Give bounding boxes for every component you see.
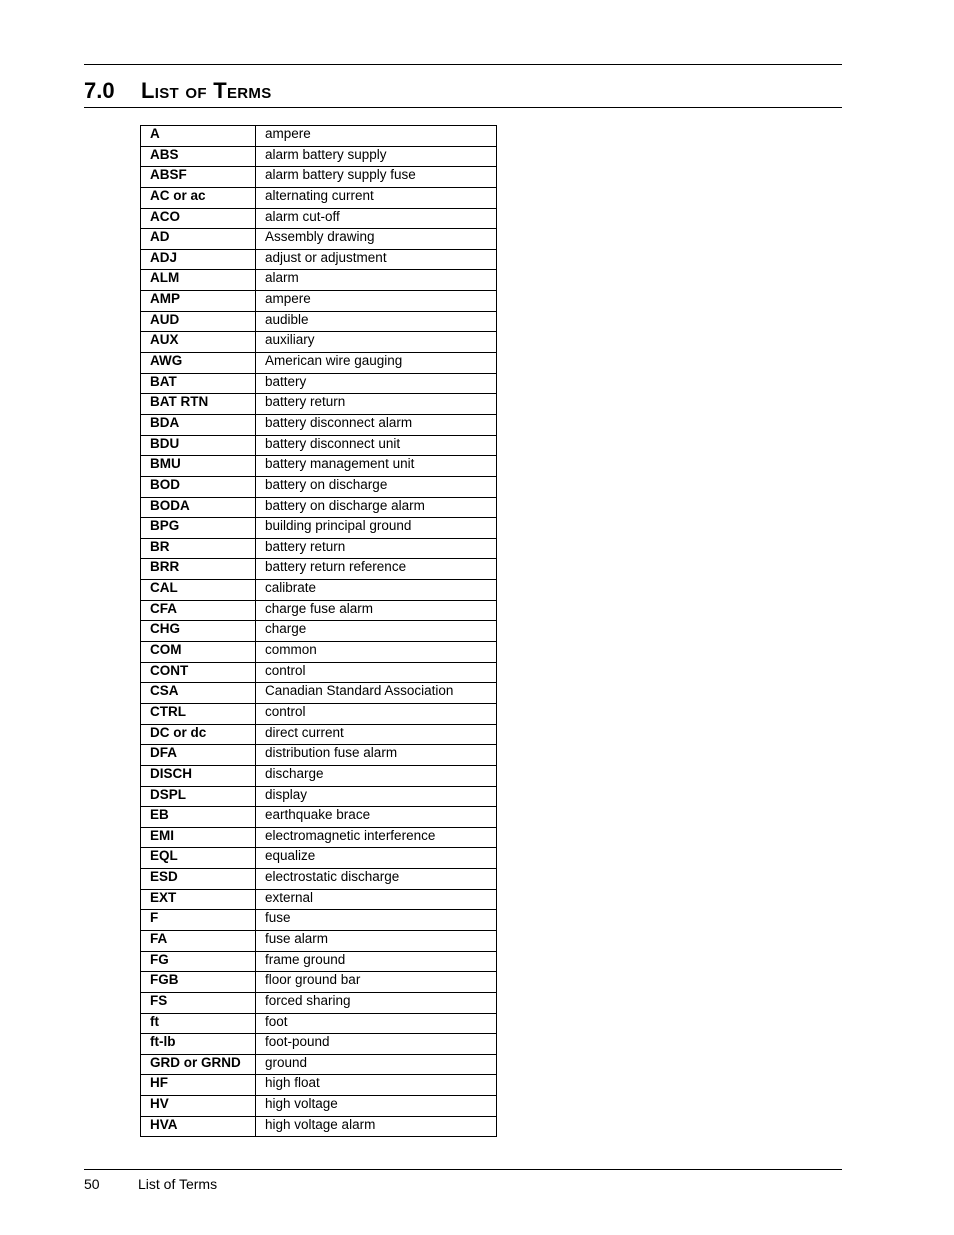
term-abbreviation: BR xyxy=(141,538,256,559)
term-definition: battery xyxy=(256,373,497,394)
running-title: List of Terms xyxy=(138,1176,218,1192)
term-row xyxy=(141,580,497,601)
term-abbreviation: BAT RTN xyxy=(141,394,256,415)
term-row xyxy=(141,724,497,745)
term-definition: high voltage xyxy=(256,1096,497,1117)
term-abbreviation: EXT xyxy=(141,889,256,910)
term-abbreviation: HVA xyxy=(141,1116,256,1137)
term-definition: foot-pound xyxy=(256,1034,497,1055)
term-row xyxy=(141,1075,497,1096)
term-abbreviation: GRD or GRND xyxy=(141,1054,256,1075)
term-abbreviation: EQL xyxy=(141,848,256,869)
term-definition: alarm battery supply fuse xyxy=(256,167,497,188)
footer-rule xyxy=(84,1169,842,1170)
term-abbreviation: AC or ac xyxy=(141,187,256,208)
term-definition: ground xyxy=(256,1054,497,1075)
term-row xyxy=(141,662,497,683)
term-row xyxy=(141,1096,497,1117)
term-abbreviation: AMP xyxy=(141,291,256,312)
section-title: List of Terms xyxy=(141,78,272,103)
term-definition: fuse xyxy=(256,910,497,931)
term-definition: charge fuse alarm xyxy=(256,600,497,621)
term-row xyxy=(141,1054,497,1075)
term-definition: display xyxy=(256,786,497,807)
term-row xyxy=(141,1034,497,1055)
term-definition: fuse alarm xyxy=(256,930,497,951)
term-definition: calibrate xyxy=(256,580,497,601)
term-row xyxy=(141,869,497,890)
term-definition: auxiliary xyxy=(256,332,497,353)
term-row xyxy=(141,311,497,332)
term-abbreviation: FA xyxy=(141,930,256,951)
term-abbreviation: HV xyxy=(141,1096,256,1117)
term-definition: alarm xyxy=(256,270,497,291)
term-definition: frame ground xyxy=(256,951,497,972)
term-row xyxy=(141,414,497,435)
term-abbreviation: ALM xyxy=(141,270,256,291)
term-abbreviation: BODA xyxy=(141,497,256,518)
terms-table xyxy=(140,125,497,1137)
term-abbreviation: ABSF xyxy=(141,167,256,188)
term-definition: alternating current xyxy=(256,187,497,208)
term-row xyxy=(141,126,497,147)
term-abbreviation: DISCH xyxy=(141,765,256,786)
term-abbreviation: CSA xyxy=(141,683,256,704)
term-row xyxy=(141,910,497,931)
term-abbreviation: AUD xyxy=(141,311,256,332)
term-definition: control xyxy=(256,703,497,724)
term-definition: distribution fuse alarm xyxy=(256,745,497,766)
term-abbreviation: DC or dc xyxy=(141,724,256,745)
term-row xyxy=(141,951,497,972)
terms-table-body xyxy=(141,126,497,1137)
term-abbreviation: ADJ xyxy=(141,249,256,270)
term-definition: battery on discharge xyxy=(256,476,497,497)
term-row xyxy=(141,559,497,580)
term-definition: battery return xyxy=(256,538,497,559)
term-row xyxy=(141,683,497,704)
term-row xyxy=(141,208,497,229)
term-abbreviation: CFA xyxy=(141,600,256,621)
term-definition: equalize xyxy=(256,848,497,869)
page-number: 50 xyxy=(84,1176,100,1192)
term-definition: direct current xyxy=(256,724,497,745)
term-definition: building principal ground xyxy=(256,518,497,539)
header-rule-top xyxy=(84,64,842,65)
term-row xyxy=(141,456,497,477)
term-abbreviation: ft-lb xyxy=(141,1034,256,1055)
term-abbreviation: ft xyxy=(141,1013,256,1034)
term-abbreviation: FG xyxy=(141,951,256,972)
term-definition: floor ground bar xyxy=(256,972,497,993)
term-abbreviation: COM xyxy=(141,642,256,663)
term-definition: battery on discharge alarm xyxy=(256,497,497,518)
term-definition: alarm battery supply xyxy=(256,146,497,167)
term-abbreviation: EB xyxy=(141,807,256,828)
term-row xyxy=(141,745,497,766)
term-abbreviation: BDA xyxy=(141,414,256,435)
term-definition: battery return reference xyxy=(256,559,497,580)
term-abbreviation: DFA xyxy=(141,745,256,766)
term-abbreviation: FS xyxy=(141,992,256,1013)
term-definition: battery management unit xyxy=(256,456,497,477)
term-row xyxy=(141,889,497,910)
term-definition: charge xyxy=(256,621,497,642)
term-abbreviation: AD xyxy=(141,229,256,250)
term-row xyxy=(141,600,497,621)
term-abbreviation: CHG xyxy=(141,621,256,642)
term-abbreviation: ESD xyxy=(141,869,256,890)
term-abbreviation: BDU xyxy=(141,435,256,456)
term-row xyxy=(141,807,497,828)
term-row xyxy=(141,972,497,993)
term-abbreviation: BRR xyxy=(141,559,256,580)
term-definition: high voltage alarm xyxy=(256,1116,497,1137)
term-row xyxy=(141,518,497,539)
header-rule-bottom xyxy=(84,107,842,108)
term-definition: battery disconnect alarm xyxy=(256,414,497,435)
term-abbreviation: DSPL xyxy=(141,786,256,807)
term-abbreviation: AUX xyxy=(141,332,256,353)
term-row xyxy=(141,270,497,291)
term-row xyxy=(141,187,497,208)
term-abbreviation: F xyxy=(141,910,256,931)
term-definition: earthquake brace xyxy=(256,807,497,828)
term-row xyxy=(141,786,497,807)
term-row xyxy=(141,291,497,312)
term-row xyxy=(141,621,497,642)
term-row xyxy=(141,229,497,250)
term-abbreviation: CONT xyxy=(141,662,256,683)
term-definition: adjust or adjustment xyxy=(256,249,497,270)
term-abbreviation: ACO xyxy=(141,208,256,229)
term-abbreviation: BMU xyxy=(141,456,256,477)
term-abbreviation: CAL xyxy=(141,580,256,601)
term-abbreviation: CTRL xyxy=(141,703,256,724)
term-definition: foot xyxy=(256,1013,497,1034)
term-abbreviation: A xyxy=(141,126,256,147)
term-row xyxy=(141,332,497,353)
term-row xyxy=(141,703,497,724)
term-definition: ampere xyxy=(256,126,497,147)
term-row xyxy=(141,167,497,188)
section-number: 7.0 xyxy=(84,78,115,103)
term-definition: electromagnetic interference xyxy=(256,827,497,848)
term-row xyxy=(141,930,497,951)
page-footer xyxy=(84,1176,217,1192)
term-row xyxy=(141,353,497,374)
term-definition: Assembly drawing xyxy=(256,229,497,250)
term-abbreviation: FGB xyxy=(141,972,256,993)
term-definition: American wire gauging xyxy=(256,353,497,374)
term-abbreviation: HF xyxy=(141,1075,256,1096)
term-definition: common xyxy=(256,642,497,663)
term-row xyxy=(141,992,497,1013)
term-definition: electrostatic discharge xyxy=(256,869,497,890)
term-definition: alarm cut-off xyxy=(256,208,497,229)
term-definition: battery return xyxy=(256,394,497,415)
term-definition: ampere xyxy=(256,291,497,312)
section-heading xyxy=(84,76,272,106)
term-row xyxy=(141,827,497,848)
term-definition: audible xyxy=(256,311,497,332)
term-abbreviation: BAT xyxy=(141,373,256,394)
term-row xyxy=(141,476,497,497)
term-definition: external xyxy=(256,889,497,910)
term-row xyxy=(141,1013,497,1034)
term-row xyxy=(141,435,497,456)
term-definition: forced sharing xyxy=(256,992,497,1013)
term-row xyxy=(141,394,497,415)
term-row xyxy=(141,373,497,394)
term-row xyxy=(141,848,497,869)
term-row xyxy=(141,765,497,786)
term-row xyxy=(141,249,497,270)
term-row xyxy=(141,1116,497,1137)
term-row xyxy=(141,642,497,663)
term-row xyxy=(141,497,497,518)
term-definition: battery disconnect unit xyxy=(256,435,497,456)
term-definition: high float xyxy=(256,1075,497,1096)
term-definition: Canadian Standard Association xyxy=(256,683,497,704)
term-abbreviation: EMI xyxy=(141,827,256,848)
term-abbreviation: ABS xyxy=(141,146,256,167)
term-abbreviation: BPG xyxy=(141,518,256,539)
term-row xyxy=(141,538,497,559)
term-abbreviation: AWG xyxy=(141,353,256,374)
term-abbreviation: BOD xyxy=(141,476,256,497)
term-definition: control xyxy=(256,662,497,683)
term-row xyxy=(141,146,497,167)
term-definition: discharge xyxy=(256,765,497,786)
